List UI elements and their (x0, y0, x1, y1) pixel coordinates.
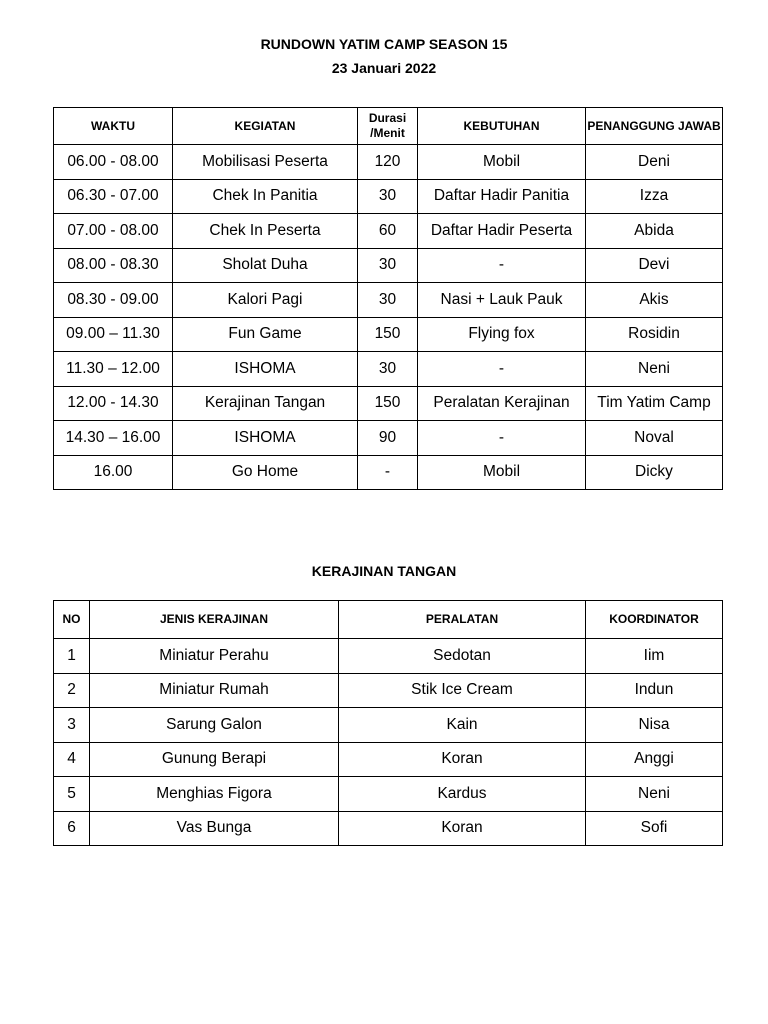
table-row (54, 673, 723, 708)
table-cell: Daftar Hadir Peserta (418, 214, 586, 249)
table-cell: Peralatan Kerajinan (418, 386, 586, 421)
table-cell: Akis (586, 283, 723, 318)
table-cell: Koran (339, 742, 586, 777)
table-cell: 11.30 – 12.00 (54, 352, 173, 387)
table-cell: 16.00 (54, 455, 173, 490)
table-row (54, 811, 723, 846)
table-cell: Sofi (586, 811, 723, 846)
table-row (54, 214, 723, 249)
table-cell: Mobil (418, 455, 586, 490)
table-cell: 30 (358, 352, 418, 387)
table-row (54, 708, 723, 743)
table-cell: Kalori Pagi (173, 283, 358, 318)
table-cell: Neni (586, 352, 723, 387)
table-row (54, 455, 723, 490)
table-cell: 08.00 - 08.30 (54, 248, 173, 283)
table-cell: Kain (339, 708, 586, 743)
table-cell: Chek In Panitia (173, 179, 358, 214)
table-cell: 60 (358, 214, 418, 249)
table-row (54, 777, 723, 812)
table-cell: Nasi + Lauk Pauk (418, 283, 586, 318)
table-row (54, 145, 723, 180)
table-cell: Neni (586, 777, 723, 812)
table-cell: Rosidin (586, 317, 723, 352)
table-cell: Miniatur Perahu (90, 639, 339, 674)
table-cell: 4 (54, 742, 90, 777)
table-cell: 90 (358, 421, 418, 456)
table-cell: Abida (586, 214, 723, 249)
column-header-kebutuhan: KEBUTUHAN (418, 108, 586, 145)
table-cell: Kerajinan Tangan (173, 386, 358, 421)
table-cell: 150 (358, 386, 418, 421)
table-cell: Chek In Peserta (173, 214, 358, 249)
table-cell: 6 (54, 811, 90, 846)
table-cell: 150 (358, 317, 418, 352)
table-cell: Menghias Figora (90, 777, 339, 812)
table-cell: 09.00 – 11.30 (54, 317, 173, 352)
table-cell: 30 (358, 179, 418, 214)
column-header-koordinator: KOORDINATOR (586, 601, 723, 639)
table-cell: Koran (339, 811, 586, 846)
table-cell: Kardus (339, 777, 586, 812)
document-date: 23 Januari 2022 (331, 60, 437, 76)
table-cell: 3 (54, 708, 90, 743)
table-cell: Fun Game (173, 317, 358, 352)
table-cell: - (418, 421, 586, 456)
table-cell: Miniatur Rumah (90, 673, 339, 708)
table-cell: Daftar Hadir Panitia (418, 179, 586, 214)
table-cell: Devi (586, 248, 723, 283)
column-header-no: NO (54, 601, 90, 639)
table-cell: - (358, 455, 418, 490)
table-row (54, 386, 723, 421)
table-row (54, 283, 723, 318)
column-header-peralatan: PERALATAN (339, 601, 586, 639)
table-cell: Izza (586, 179, 723, 214)
table-header-row (54, 108, 723, 145)
table-cell: Stik Ice Cream (339, 673, 586, 708)
table-cell: Noval (586, 421, 723, 456)
column-header-waktu: WAKTU (54, 108, 173, 145)
table-cell: Tim Yatim Camp (586, 386, 723, 421)
column-header-kegiatan: KEGIATAN (173, 108, 358, 145)
table-cell: Nisa (586, 708, 723, 743)
table-cell: 14.30 – 16.00 (54, 421, 173, 456)
document-title: RUNDOWN YATIM CAMP SEASON 15 (260, 36, 508, 52)
table-cell: Flying fox (418, 317, 586, 352)
table-cell: 30 (358, 248, 418, 283)
table-cell: 5 (54, 777, 90, 812)
column-header-penanggung-jawab: PENANGGUNG JAWAB (586, 108, 723, 145)
table-cell: 1 (54, 639, 90, 674)
table-cell: Deni (586, 145, 723, 180)
table-row (54, 352, 723, 387)
table-cell: ISHOMA (173, 352, 358, 387)
table-cell: 06.30 - 07.00 (54, 179, 173, 214)
table-row (54, 248, 723, 283)
column-header-durasi: Durasi /Menit (358, 108, 418, 145)
table-cell: Sholat Duha (173, 248, 358, 283)
table-row (54, 317, 723, 352)
table-cell: 120 (358, 145, 418, 180)
table-row (54, 179, 723, 214)
table-cell: Indun (586, 673, 723, 708)
table-cell: Gunung Berapi (90, 742, 339, 777)
rundown-table (53, 107, 723, 490)
table-cell: Sarung Galon (90, 708, 339, 743)
table-row (54, 639, 723, 674)
table-cell: - (418, 248, 586, 283)
table-cell: Iim (586, 639, 723, 674)
table-row (54, 742, 723, 777)
table-header-row (54, 601, 723, 639)
crafts-table (53, 600, 723, 846)
table-cell: Go Home (173, 455, 358, 490)
table-cell: Anggi (586, 742, 723, 777)
table-cell: 06.00 - 08.00 (54, 145, 173, 180)
table-cell: Mobilisasi Peserta (173, 145, 358, 180)
table-cell: 12.00 - 14.30 (54, 386, 173, 421)
table-cell: ISHOMA (173, 421, 358, 456)
table-cell: 08.30 - 09.00 (54, 283, 173, 318)
table-cell: 2 (54, 673, 90, 708)
table-cell: Vas Bunga (90, 811, 339, 846)
crafts-table-body (54, 639, 723, 846)
table-cell: Mobil (418, 145, 586, 180)
table-cell: 07.00 - 08.00 (54, 214, 173, 249)
section-title: KERAJINAN TANGAN (311, 563, 457, 579)
column-header-jenis-kerajinan: JENIS KERAJINAN (90, 601, 339, 639)
table-row (54, 421, 723, 456)
table-cell: - (418, 352, 586, 387)
rundown-table-body (54, 145, 723, 490)
table-cell: Sedotan (339, 639, 586, 674)
table-cell: Dicky (586, 455, 723, 490)
table-cell: 30 (358, 283, 418, 318)
